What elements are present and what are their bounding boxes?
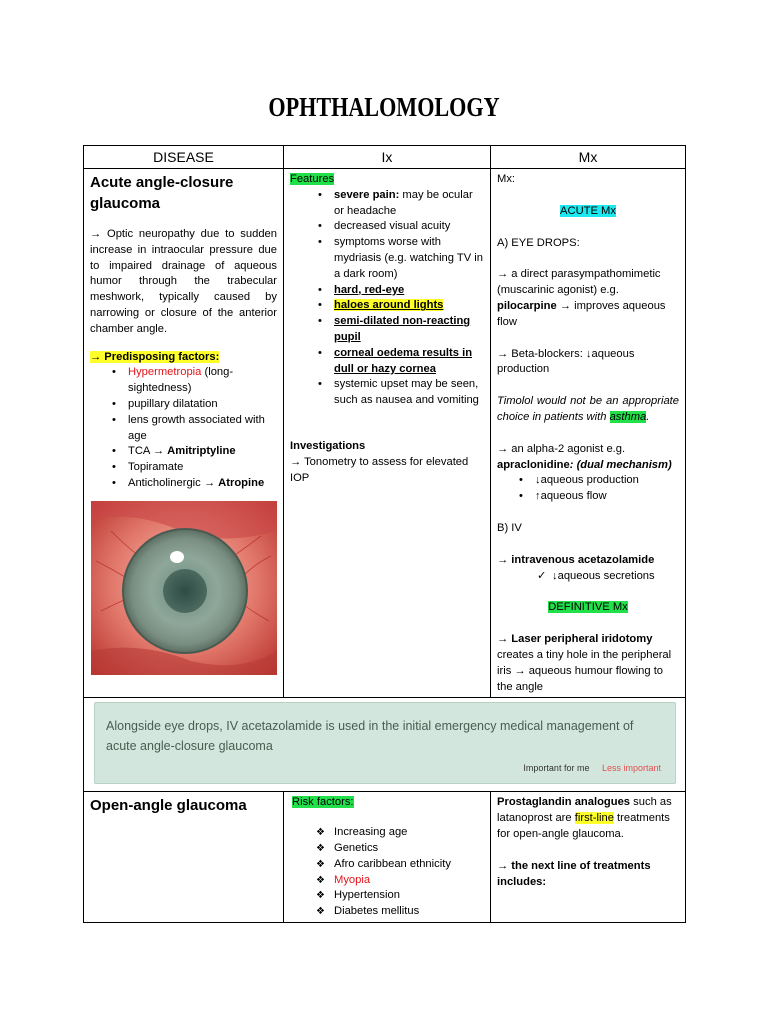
investigations-text: → Tonometry to assess for elevated IOP: [290, 455, 469, 484]
disease-name-acute: Acute angle-closure glaucoma: [90, 174, 234, 212]
row-open-angle-glaucoma: [84, 792, 686, 923]
list-item: • lens growth associated with age: [90, 413, 277, 445]
list-item: • TCA → Amitriptyline: [90, 444, 277, 460]
mx-cell-open: [491, 792, 686, 923]
timolol-paragraph: Timolol would not be an appropriate choice in patients with asthma.: [497, 395, 679, 423]
list-item: ❖ Increasing age: [296, 825, 484, 841]
iridotomy-paragraph: → Laser peripheral iridotomy creates a tiny hole in the peripheral iris → aqueous humour flowing to the angle: [497, 633, 672, 693]
row-acute-glaucoma: [84, 169, 686, 698]
risk-factors-list: [296, 825, 484, 920]
beta-blocker-paragraph: → Beta-blockers: ↓aqueous production: [497, 347, 635, 376]
iv-list: [497, 569, 679, 585]
list-item: ❖ Hypertension: [296, 888, 484, 904]
list-item: ❖ Genetics: [296, 841, 484, 857]
risk-factors-label: Risk factors:: [292, 796, 354, 809]
list-item: ❖ Myopia: [296, 873, 484, 889]
apraclonidine-paragraph: → an alpha-2 agonist e.g. apraclonidine: (dual mechanism): [497, 442, 672, 471]
page-title: OPHTHALOMOLOGY: [268, 92, 500, 122]
pilocarpine-paragraph: → a direct parasympathomimetic (muscarinic agonist) e.g. pilocarpine → improves aqueous flow: [497, 268, 666, 328]
list-item: • decreased visual acuity: [296, 219, 484, 235]
acute-mx-label: ACUTE Mx: [560, 204, 616, 217]
red-eye-photo: [91, 501, 277, 675]
note-callout: [94, 702, 676, 784]
list-item: • Topiramate: [90, 460, 277, 476]
notes-table: [83, 145, 686, 923]
iv-text: → intravenous acetazolamide: [497, 553, 655, 566]
list-item: • pupillary dilatation: [90, 397, 277, 413]
investigations-label: Investigations: [290, 439, 366, 452]
header-disease: DISEASE: [84, 146, 284, 169]
apraclonidine-list: [497, 473, 679, 505]
list-item: • hard, red-eye: [296, 283, 484, 299]
definitive-mx-label: DEFINITIVE Mx: [548, 601, 628, 614]
list-item: • ↑aqueous flow: [497, 489, 679, 505]
tag-important[interactable]: Important for me: [523, 763, 590, 774]
mx-label: Mx:: [497, 173, 516, 185]
row-note: [84, 698, 686, 792]
next-line-paragraph: → the next line of treatments includes:: [497, 859, 651, 888]
predisposing-heading: → Predisposing factors:: [90, 350, 220, 363]
note-text: Alongside eye drops, IV acetazolamide is used in the initial emergency medical management of acute angle-closure glaucoma: [106, 719, 634, 754]
list-item: • Hypermetropia (long-sightedness): [90, 365, 277, 397]
features-list: [296, 188, 484, 409]
eye-drops-label: A) EYE DROPS:: [497, 236, 580, 249]
ix-cell-acute: [284, 169, 491, 698]
list-item: • semi-dilated non-reacting pupil: [296, 314, 484, 346]
header-mx: Mx: [491, 146, 686, 169]
disease-cell-acute: [84, 169, 284, 698]
tag-less-important[interactable]: Less important: [601, 763, 661, 774]
list-item: • ↓aqueous production: [497, 473, 679, 489]
header-ix: Ix: [284, 146, 491, 169]
disease-definition: → Optic neuropathy due to sudden increase in intraocular pressure due to impaired drainage of aqueous humor through the trabecular meshwork, typically caused by narrowing or closure of the anterior chamber angle.: [90, 228, 277, 335]
mx-cell-acute: [491, 169, 686, 698]
predisposing-list: [90, 365, 277, 491]
list-item: • severe pain: may be ocular or headache: [296, 188, 484, 220]
list-item: ✓ ↓aqueous secretions: [497, 569, 679, 585]
prostaglandin-paragraph: Prostaglandin analogues such as latanoprost are first-line treatments for open-angle glaucoma.: [497, 796, 672, 840]
list-item: • haloes around lights: [296, 298, 484, 314]
ix-cell-open: [284, 792, 491, 923]
features-label: Features: [290, 173, 335, 185]
list-item: ❖ Afro caribbean ethnicity: [296, 857, 484, 873]
list-item: ❖ Diabetes mellitus: [296, 904, 484, 920]
note-cell: [84, 698, 686, 792]
disease-cell-open: [84, 792, 284, 923]
iv-label: B) IV: [497, 521, 522, 534]
list-item: • Anticholinergic → Atropine: [90, 476, 277, 492]
list-item: • symptoms worse with mydriasis (e.g. watching TV in a dark room): [296, 235, 484, 282]
disease-name-open: Open-angle glaucoma: [90, 797, 247, 815]
note-tags: [523, 763, 661, 773]
list-item: • corneal oedema results in dull or hazy cornea: [296, 346, 484, 378]
list-item: • systemic upset may be seen, such as nausea and vomiting: [296, 377, 484, 409]
